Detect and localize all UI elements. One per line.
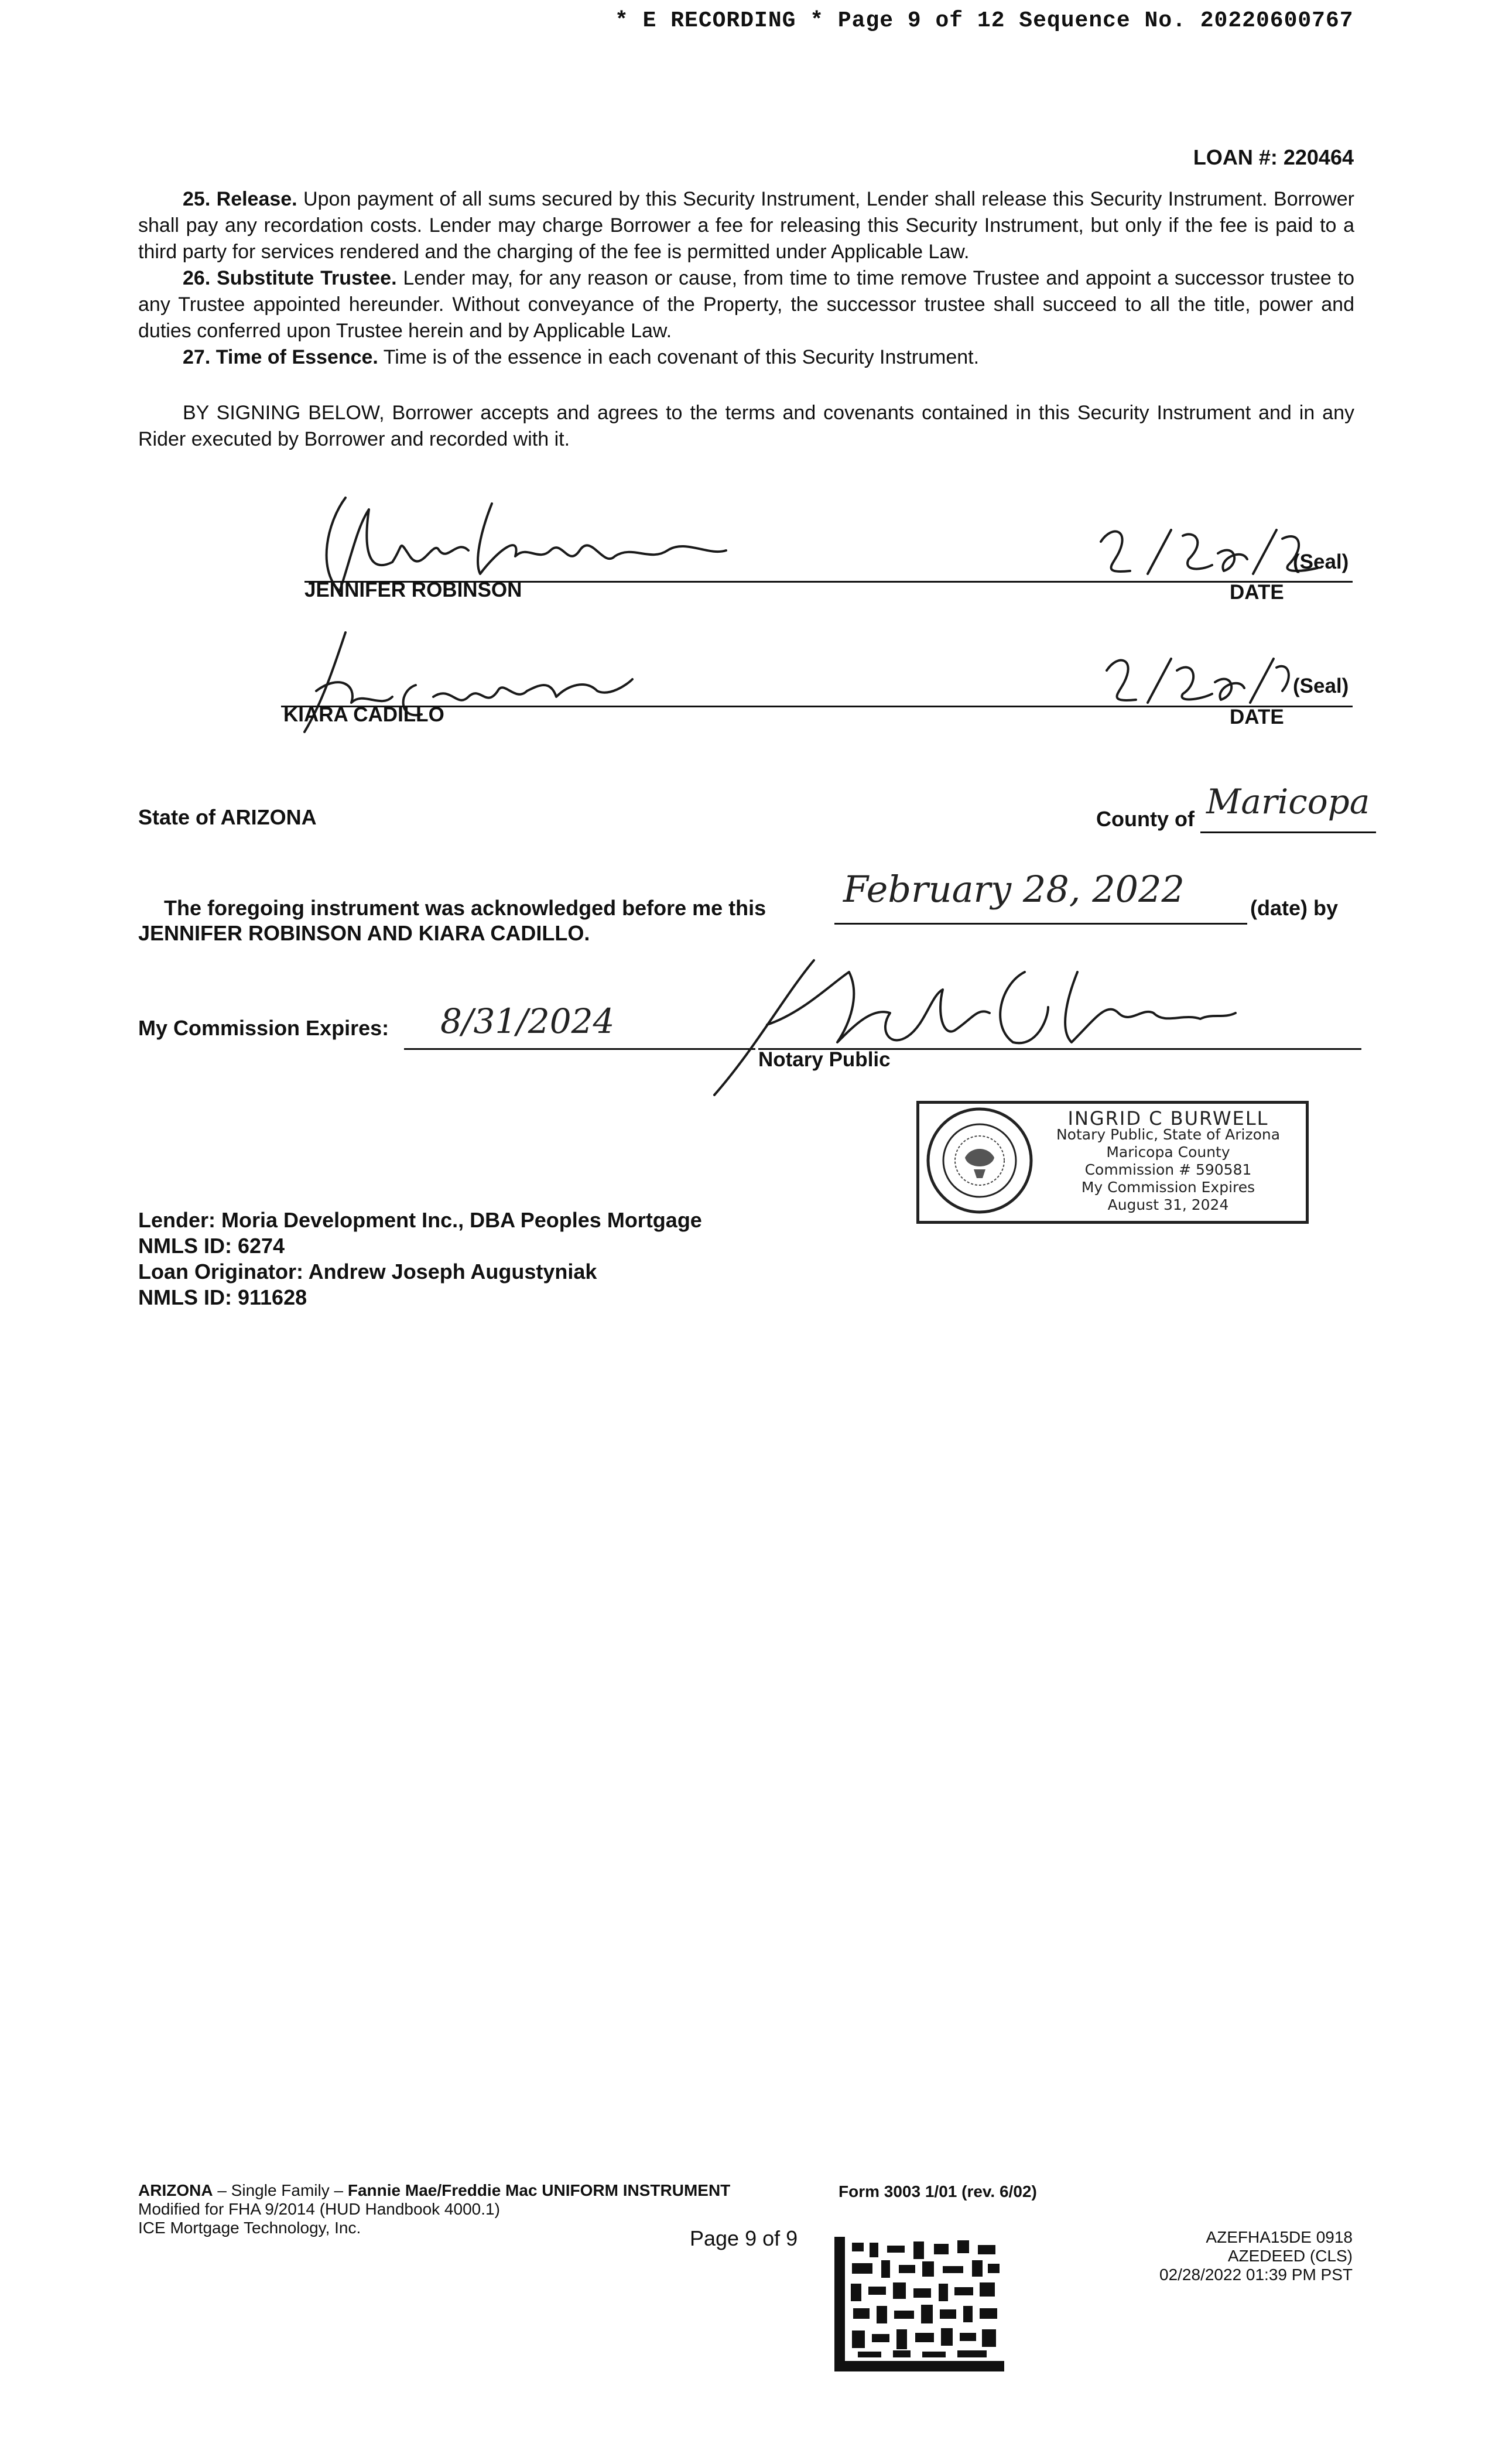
footer-codes bbox=[1159, 2228, 1353, 2284]
section-title: Substitute Trustee. bbox=[217, 267, 397, 289]
notary-signature bbox=[697, 949, 1341, 1101]
state-label: State of ARIZONA bbox=[138, 805, 317, 829]
footer-company: ICE Mortgage Technology, Inc. bbox=[138, 2219, 361, 2237]
recording-banner: * E RECORDING * Page 9 of 12 Sequence No. 20220600767 bbox=[615, 8, 1354, 33]
section-25 bbox=[138, 186, 1354, 265]
signing-statement: BY SIGNING BELOW, Borrower accepts and agrees to the terms and covenants contained in this Security Instrument and in any Rider executed by Borrower and recorded with it. bbox=[138, 402, 1354, 450]
footer-instrument: Fannie Mae/Freddie Mac UNIFORM INSTRUMENT bbox=[347, 2181, 731, 2199]
footer-code-1: AZEFHA15DE 0918 bbox=[1206, 2228, 1353, 2246]
section-title: Time of Essence. bbox=[215, 346, 378, 368]
stamp-title: Notary Public, State of Arizona bbox=[1056, 1126, 1281, 1143]
section-26 bbox=[138, 265, 1354, 344]
lender: Lender: Moria Development Inc., DBA Peoples Mortgage bbox=[138, 1208, 702, 1232]
commission-handwritten: 8/31/2024 bbox=[440, 1001, 615, 1041]
footer-left bbox=[138, 2181, 730, 2237]
footer-type: – Single Family – bbox=[213, 2181, 348, 2199]
notary-seal-icon bbox=[924, 1105, 1035, 1216]
seal-label-2: (Seal) bbox=[1293, 675, 1349, 697]
footer-code-2: AZEDEED (CLS) bbox=[1227, 2247, 1353, 2265]
section-body: Time is of the essence in each covenant of this Security Instrument. bbox=[383, 346, 980, 368]
county-handwritten: Maricopa bbox=[1206, 782, 1370, 822]
originator-nmls: NMLS ID: 911628 bbox=[138, 1285, 307, 1309]
stamp-name: INGRID C BURWELL bbox=[1067, 1107, 1269, 1130]
borrower-name-2: KIARA CADILLO bbox=[283, 703, 444, 726]
barcode-icon bbox=[834, 2237, 1004, 2371]
stamp-expires-date: August 31, 2024 bbox=[1107, 1196, 1229, 1213]
footer-code-3: 02/28/2022 01:39 PM PST bbox=[1159, 2265, 1353, 2284]
loan-originator: Loan Originator: Andrew Joseph Augustyniak bbox=[138, 1260, 597, 1284]
section-body: Upon payment of all sums secured by this Security Instrument, Lender shall release this Security Instrument. Borrower shall pay any recordation costs. Lender may charge Borrower a fee for releasing this Security Instrument, but only if the fee is paid to a third party for services rendered and the charging of the fee is permitted under Applicable Law. bbox=[138, 188, 1354, 263]
ack-date-suffix: (date) by bbox=[1250, 896, 1339, 920]
footer-state: ARIZONA bbox=[138, 2181, 213, 2199]
handwritten-date-2 bbox=[1101, 647, 1294, 711]
borrower-name-1: JENNIFER ROBINSON bbox=[304, 579, 522, 601]
notary-label: Notary Public bbox=[758, 1048, 891, 1071]
seal-label-1: (Seal) bbox=[1293, 550, 1349, 573]
footer-form: Form 3003 1/01 (rev. 6/02) bbox=[839, 2182, 1037, 2201]
commission-label: My Commission Expires: bbox=[138, 1016, 389, 1040]
county-label: County of bbox=[1096, 807, 1195, 831]
date-label-2: DATE bbox=[1230, 706, 1284, 728]
section-title: Release. bbox=[216, 188, 297, 210]
ack-date-line bbox=[834, 923, 1247, 925]
lender-info bbox=[138, 1207, 702, 1310]
section-number: 27. bbox=[183, 346, 211, 368]
county-line bbox=[1200, 831, 1376, 833]
stamp-expires-label: My Commission Expires bbox=[1081, 1179, 1255, 1196]
ack-text: The foregoing instrument was acknowledged before me this bbox=[164, 896, 766, 920]
section-number: 26. bbox=[183, 267, 211, 289]
ack-names: JENNIFER ROBINSON AND KIARA CADILLO. bbox=[138, 921, 590, 945]
lender-nmls: NMLS ID: 6274 bbox=[138, 1234, 285, 1258]
ack-date-handwritten: February 28, 2022 bbox=[843, 868, 1185, 911]
section-27 bbox=[138, 344, 1354, 371]
notary-stamp bbox=[916, 1101, 1309, 1224]
stamp-commission: Commission # 590581 bbox=[1084, 1161, 1252, 1178]
footer-modified: Modified for FHA 9/2014 (HUD Handbook 4000.1) bbox=[138, 2200, 500, 2218]
stamp-county: Maricopa County bbox=[1106, 1144, 1230, 1161]
section-number: 25. bbox=[183, 188, 211, 210]
loan-number: LOAN #: 220464 bbox=[1193, 145, 1354, 169]
page-number: Page 9 of 9 bbox=[690, 2226, 798, 2250]
section-body: Lender may, for any reason or cause, from time to time remove Trustee and appoint a successor trustee to any Trustee appointed hereunder. Without conveyance of the Property, the successor trustee shall succeed to all the title, power and duties conferred upon Trustee herein and by Applicable Law. bbox=[138, 267, 1354, 342]
date-label-1: DATE bbox=[1230, 581, 1284, 604]
